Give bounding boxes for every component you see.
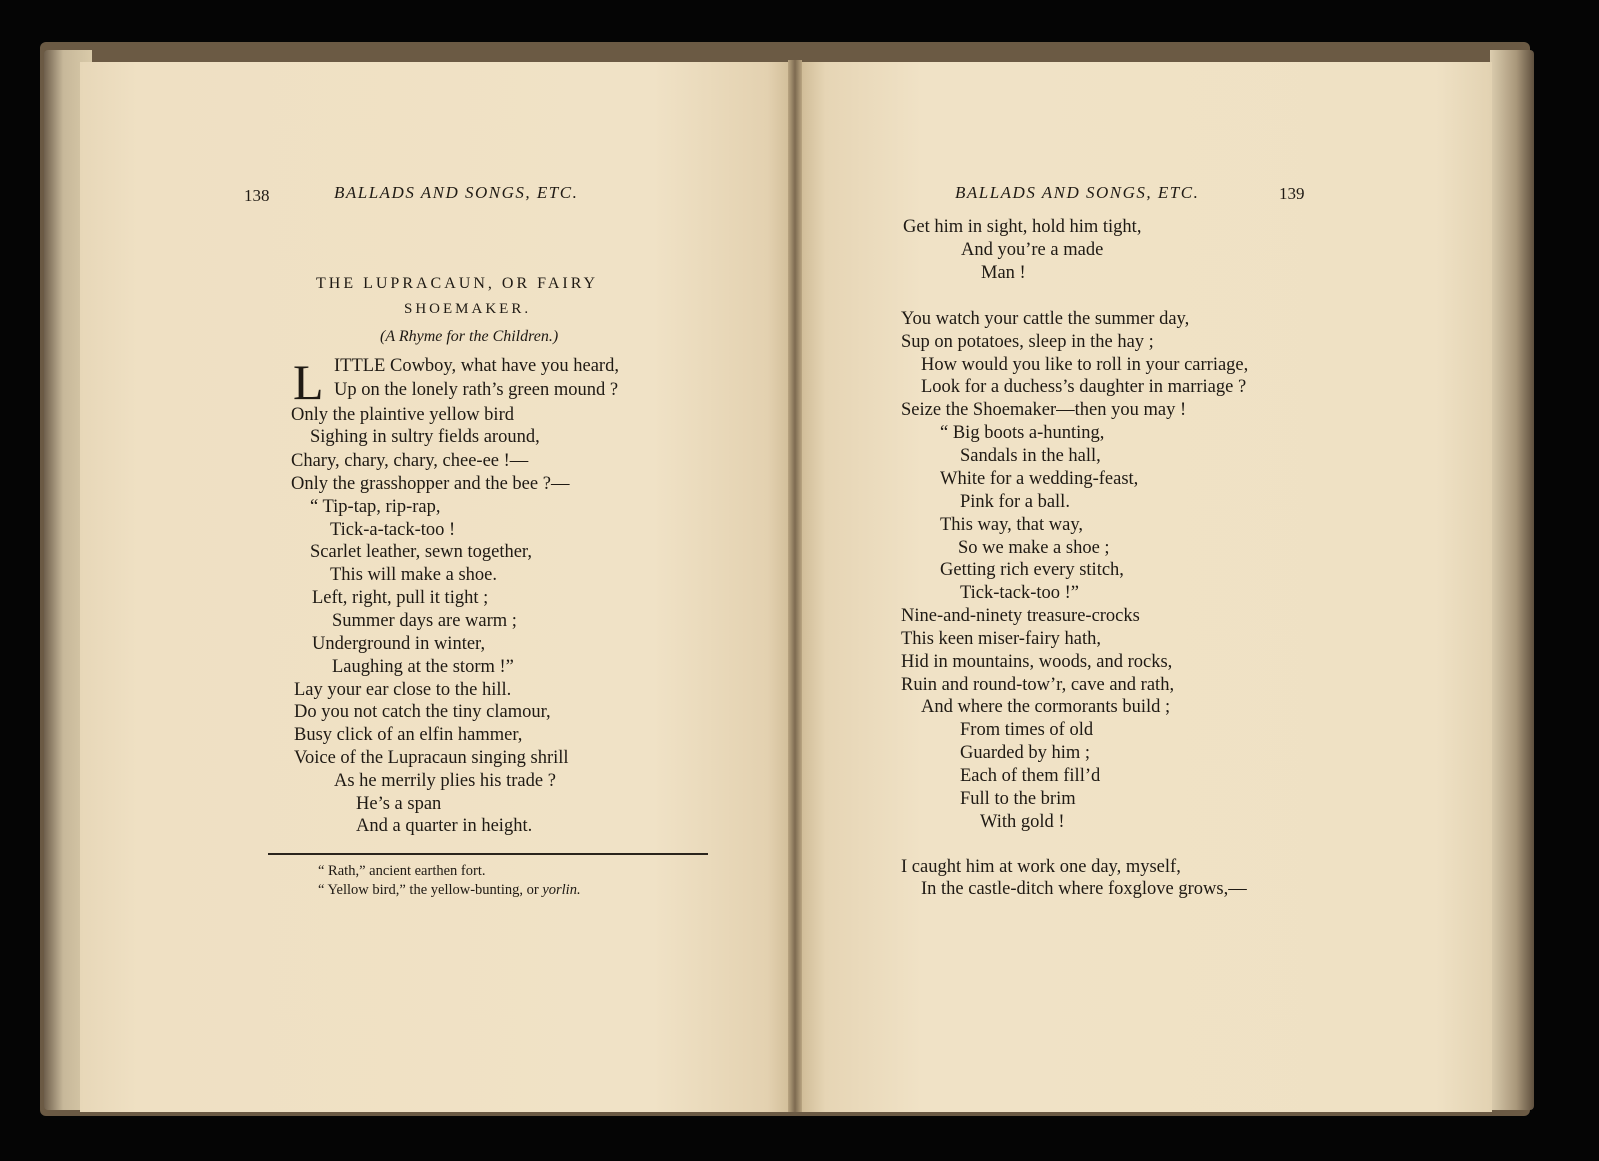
verse-line-left: ITTLE Cowboy, what have you heard, [334, 356, 619, 376]
verse-line-left: Scarlet leather, sewn together, [310, 542, 532, 562]
verse-line-right: Get him in sight, hold him tight, [903, 217, 1142, 237]
verse-line-right: Nine-and-ninety treasure-crocks [901, 606, 1140, 626]
running-head-left: BALLADS AND SONGS, ETC. [334, 183, 579, 202]
poem-subtitle: (A Rhyme for the Children.) [380, 328, 559, 345]
verse-line-left: Do you not catch the tiny clamour, [294, 702, 551, 722]
verse-line-right: Sup on potatoes, sleep in the hay ; [901, 332, 1154, 352]
verse-line-left: He’s a span [356, 794, 442, 814]
verse-line-left: Up on the lonely rath’s green mound ? [334, 380, 619, 400]
right-page-edges [1490, 50, 1534, 1110]
verse-line-right: Ruin and round-tow’r, cave and rath, [901, 675, 1175, 695]
verse-line-right: Getting rich every stitch, [940, 560, 1124, 580]
poem-title-line2: SHOEMAKER. [404, 301, 532, 317]
verse-line-left: Only the grasshopper and the bee ?— [291, 474, 570, 494]
drop-cap: L [293, 354, 324, 410]
verse-line-left: And a quarter in height. [356, 816, 533, 836]
verse-line-right: Man ! [981, 263, 1026, 283]
verse-line-right: So we make a shoe ; [958, 538, 1110, 558]
verse-line-left: Voice of the Lupracaun singing shrill [294, 748, 569, 768]
footnote: “ Rath,” ancient earthen fort. [318, 863, 486, 879]
verse-line-right: I caught him at work one day, myself, [901, 857, 1181, 877]
verse-line-right: “ Big boots a-hunting, [940, 423, 1105, 443]
poem-title-line1: THE LUPRACAUN, OR FAIRY [316, 275, 599, 292]
footnote: “ Yellow bird,” the yellow-bunting, or yorlin. [318, 882, 581, 898]
verse-line-right: Pink for a ball. [960, 492, 1070, 512]
footnote-rule [268, 853, 708, 855]
verse-line-right: Tick-tack-too !” [960, 583, 1080, 603]
page-number-right: 139 [1279, 184, 1305, 203]
verse-line-left: Summer days are warm ; [332, 611, 517, 631]
verse-line-right: Seize the Shoemaker—then you may ! [901, 400, 1187, 420]
verse-line-right: This keen miser-fairy hath, [901, 629, 1101, 649]
verse-line-left: Only the plaintive yellow bird [291, 405, 514, 425]
verse-line-left: Lay your ear close to the hill. [294, 680, 512, 700]
verse-line-left: Sighing in sultry fields around, [310, 427, 540, 447]
verse-line-right: And where the cormorants build ; [921, 697, 1171, 717]
verse-line-right: Look for a duchess’s daughter in marriage ? [921, 377, 1247, 397]
verse-line-right: Hid in mountains, woods, and rocks, [901, 652, 1173, 672]
verse-line-right: From times of old [960, 720, 1094, 740]
verse-line-right: In the castle-ditch where foxglove grows,— [921, 879, 1247, 899]
verse-line-right: This way, that way, [940, 515, 1083, 535]
verse-line-right: And you’re a made [961, 240, 1104, 260]
verse-line-right: Guarded by him ; [960, 743, 1090, 763]
verse-line-left: Left, right, pull it tight ; [312, 588, 489, 608]
verse-line-right: You watch your cattle the summer day, [901, 309, 1190, 329]
verse-line-right: Each of them fill’d [960, 766, 1101, 786]
verse-line-right: With gold ! [980, 812, 1065, 832]
left-page [80, 62, 796, 1112]
verse-line-right: Sandals in the hall, [960, 446, 1101, 466]
verse-line-left: Laughing at the storm !” [332, 657, 514, 677]
verse-line-right: White for a wedding-feast, [940, 469, 1139, 489]
verse-line-left: Busy click of an elfin hammer, [294, 725, 523, 745]
verse-line-left: This will make a shoe. [330, 565, 497, 585]
running-head-right: BALLADS AND SONGS, ETC. [955, 183, 1200, 202]
book-gutter [788, 60, 802, 1112]
verse-line-right: Full to the brim [960, 789, 1076, 809]
verse-line-left: Tick-a-tack-too ! [330, 520, 456, 540]
verse-line-left: As he merrily plies his trade ? [334, 771, 556, 791]
verse-line-left: “ Tip-tap, rip-rap, [310, 497, 441, 517]
verse-line-right: How would you like to roll in your carriage, [921, 355, 1249, 375]
verse-line-left: Chary, chary, chary, chee-ee !— [291, 451, 529, 471]
verse-line-left: Underground in winter, [312, 634, 486, 654]
page-number-left: 138 [244, 186, 270, 205]
